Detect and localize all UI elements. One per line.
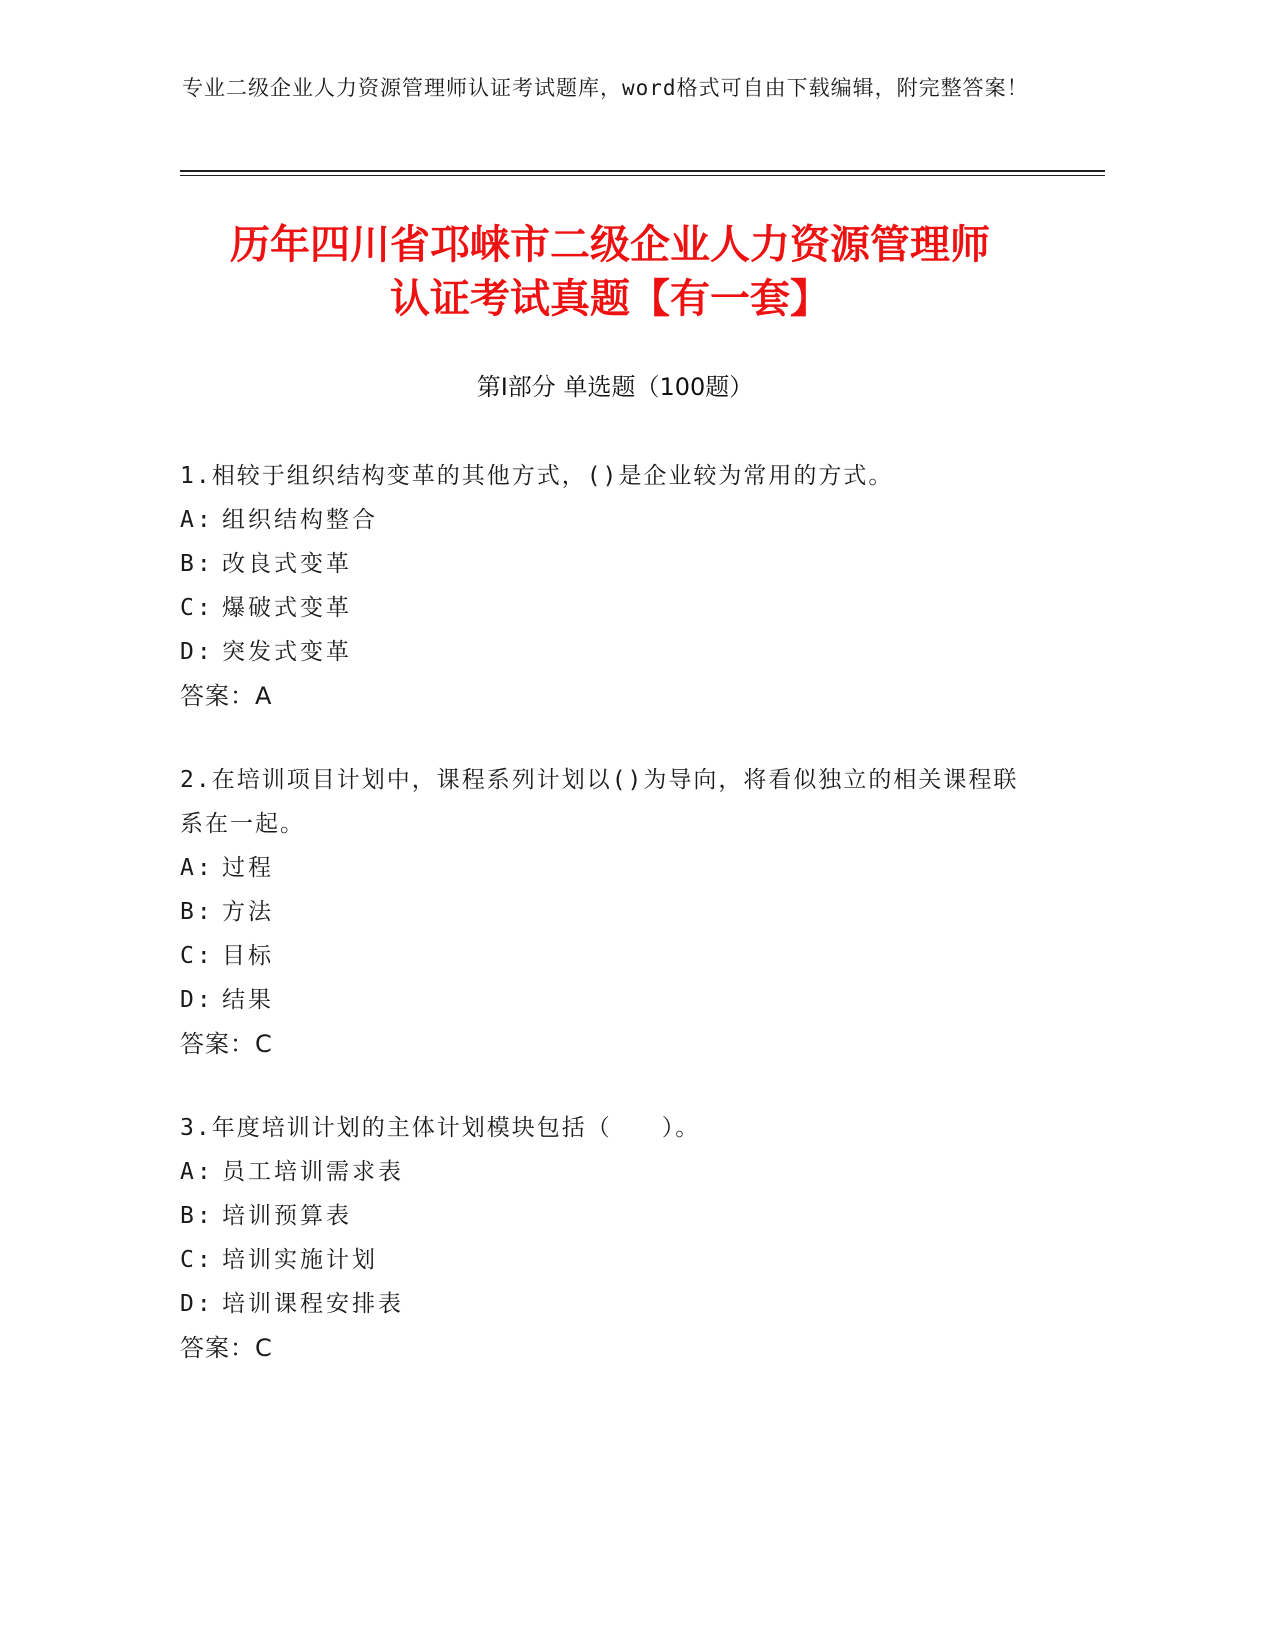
option-a — [180, 1150, 1040, 1194]
option-key: C: — [180, 595, 214, 621]
option-b — [180, 890, 1040, 934]
option-c — [180, 934, 1040, 978]
document-title-line-1: 历年四川省邛崃市二级企业人力资源管理师 — [230, 222, 990, 268]
option-c — [180, 1238, 1040, 1282]
option-key: A: — [180, 507, 214, 533]
option-key: B: — [180, 1203, 214, 1229]
answer-line: 答案：C — [180, 1334, 273, 1362]
option-b — [180, 1194, 1040, 1238]
header-note: 专业二级企业人力资源管理师认证考试题库，word格式可自由下载编辑，附完整答案！ — [182, 76, 1029, 100]
header-divider-thick — [180, 170, 1105, 172]
question-stem: 2.在培训项目计划中，课程系列计划以()为导向，将看似独立的相关课程联系在一起。 — [180, 767, 1019, 837]
option-key: D: — [180, 1291, 214, 1317]
option-text: 培训课程安排表 — [222, 1291, 404, 1317]
option-text: 结果 — [222, 987, 274, 1013]
option-key: C: — [180, 943, 214, 969]
document-title-line-2: 认证考试真题【有一套】 — [390, 276, 830, 322]
answer-line: 答案：C — [180, 1030, 273, 1058]
question-block — [180, 454, 1040, 718]
option-key: D: — [180, 987, 214, 1013]
option-text: 组织结构整合 — [222, 507, 378, 533]
question-stem: 3.年度培训计划的主体计划模块包括（ ）。 — [180, 1115, 701, 1141]
option-key: B: — [180, 899, 214, 925]
document-title — [160, 218, 1060, 326]
header-divider-thin — [180, 175, 1105, 176]
question-block — [180, 1106, 1040, 1370]
option-key: A: — [180, 1159, 214, 1185]
option-key: B: — [180, 551, 214, 577]
option-text: 目标 — [222, 943, 274, 969]
option-key: D: — [180, 639, 214, 665]
option-text: 培训实施计划 — [222, 1247, 378, 1273]
option-text: 改良式变革 — [222, 551, 352, 577]
answer-line: 答案：A — [180, 682, 273, 710]
option-text: 爆破式变革 — [222, 595, 352, 621]
option-d — [180, 978, 1040, 1022]
option-b — [180, 542, 1040, 586]
option-text: 员工培训需求表 — [222, 1159, 404, 1185]
option-a — [180, 498, 1040, 542]
option-key: C: — [180, 1247, 214, 1273]
option-text: 突发式变革 — [222, 639, 352, 665]
option-text: 过程 — [222, 855, 274, 881]
option-key: A: — [180, 855, 214, 881]
option-text: 培训预算表 — [222, 1203, 352, 1229]
option-c — [180, 586, 1040, 630]
section-title: 第Ⅰ部分 单选题（100题） — [476, 373, 754, 401]
option-text: 方法 — [222, 899, 274, 925]
question-stem: 1.相较于组织结构变革的其他方式，()是企业较为常用的方式。 — [180, 463, 894, 489]
option-d — [180, 1282, 1040, 1326]
option-a — [180, 846, 1040, 890]
option-d — [180, 630, 1040, 674]
question-block — [180, 758, 1040, 1066]
